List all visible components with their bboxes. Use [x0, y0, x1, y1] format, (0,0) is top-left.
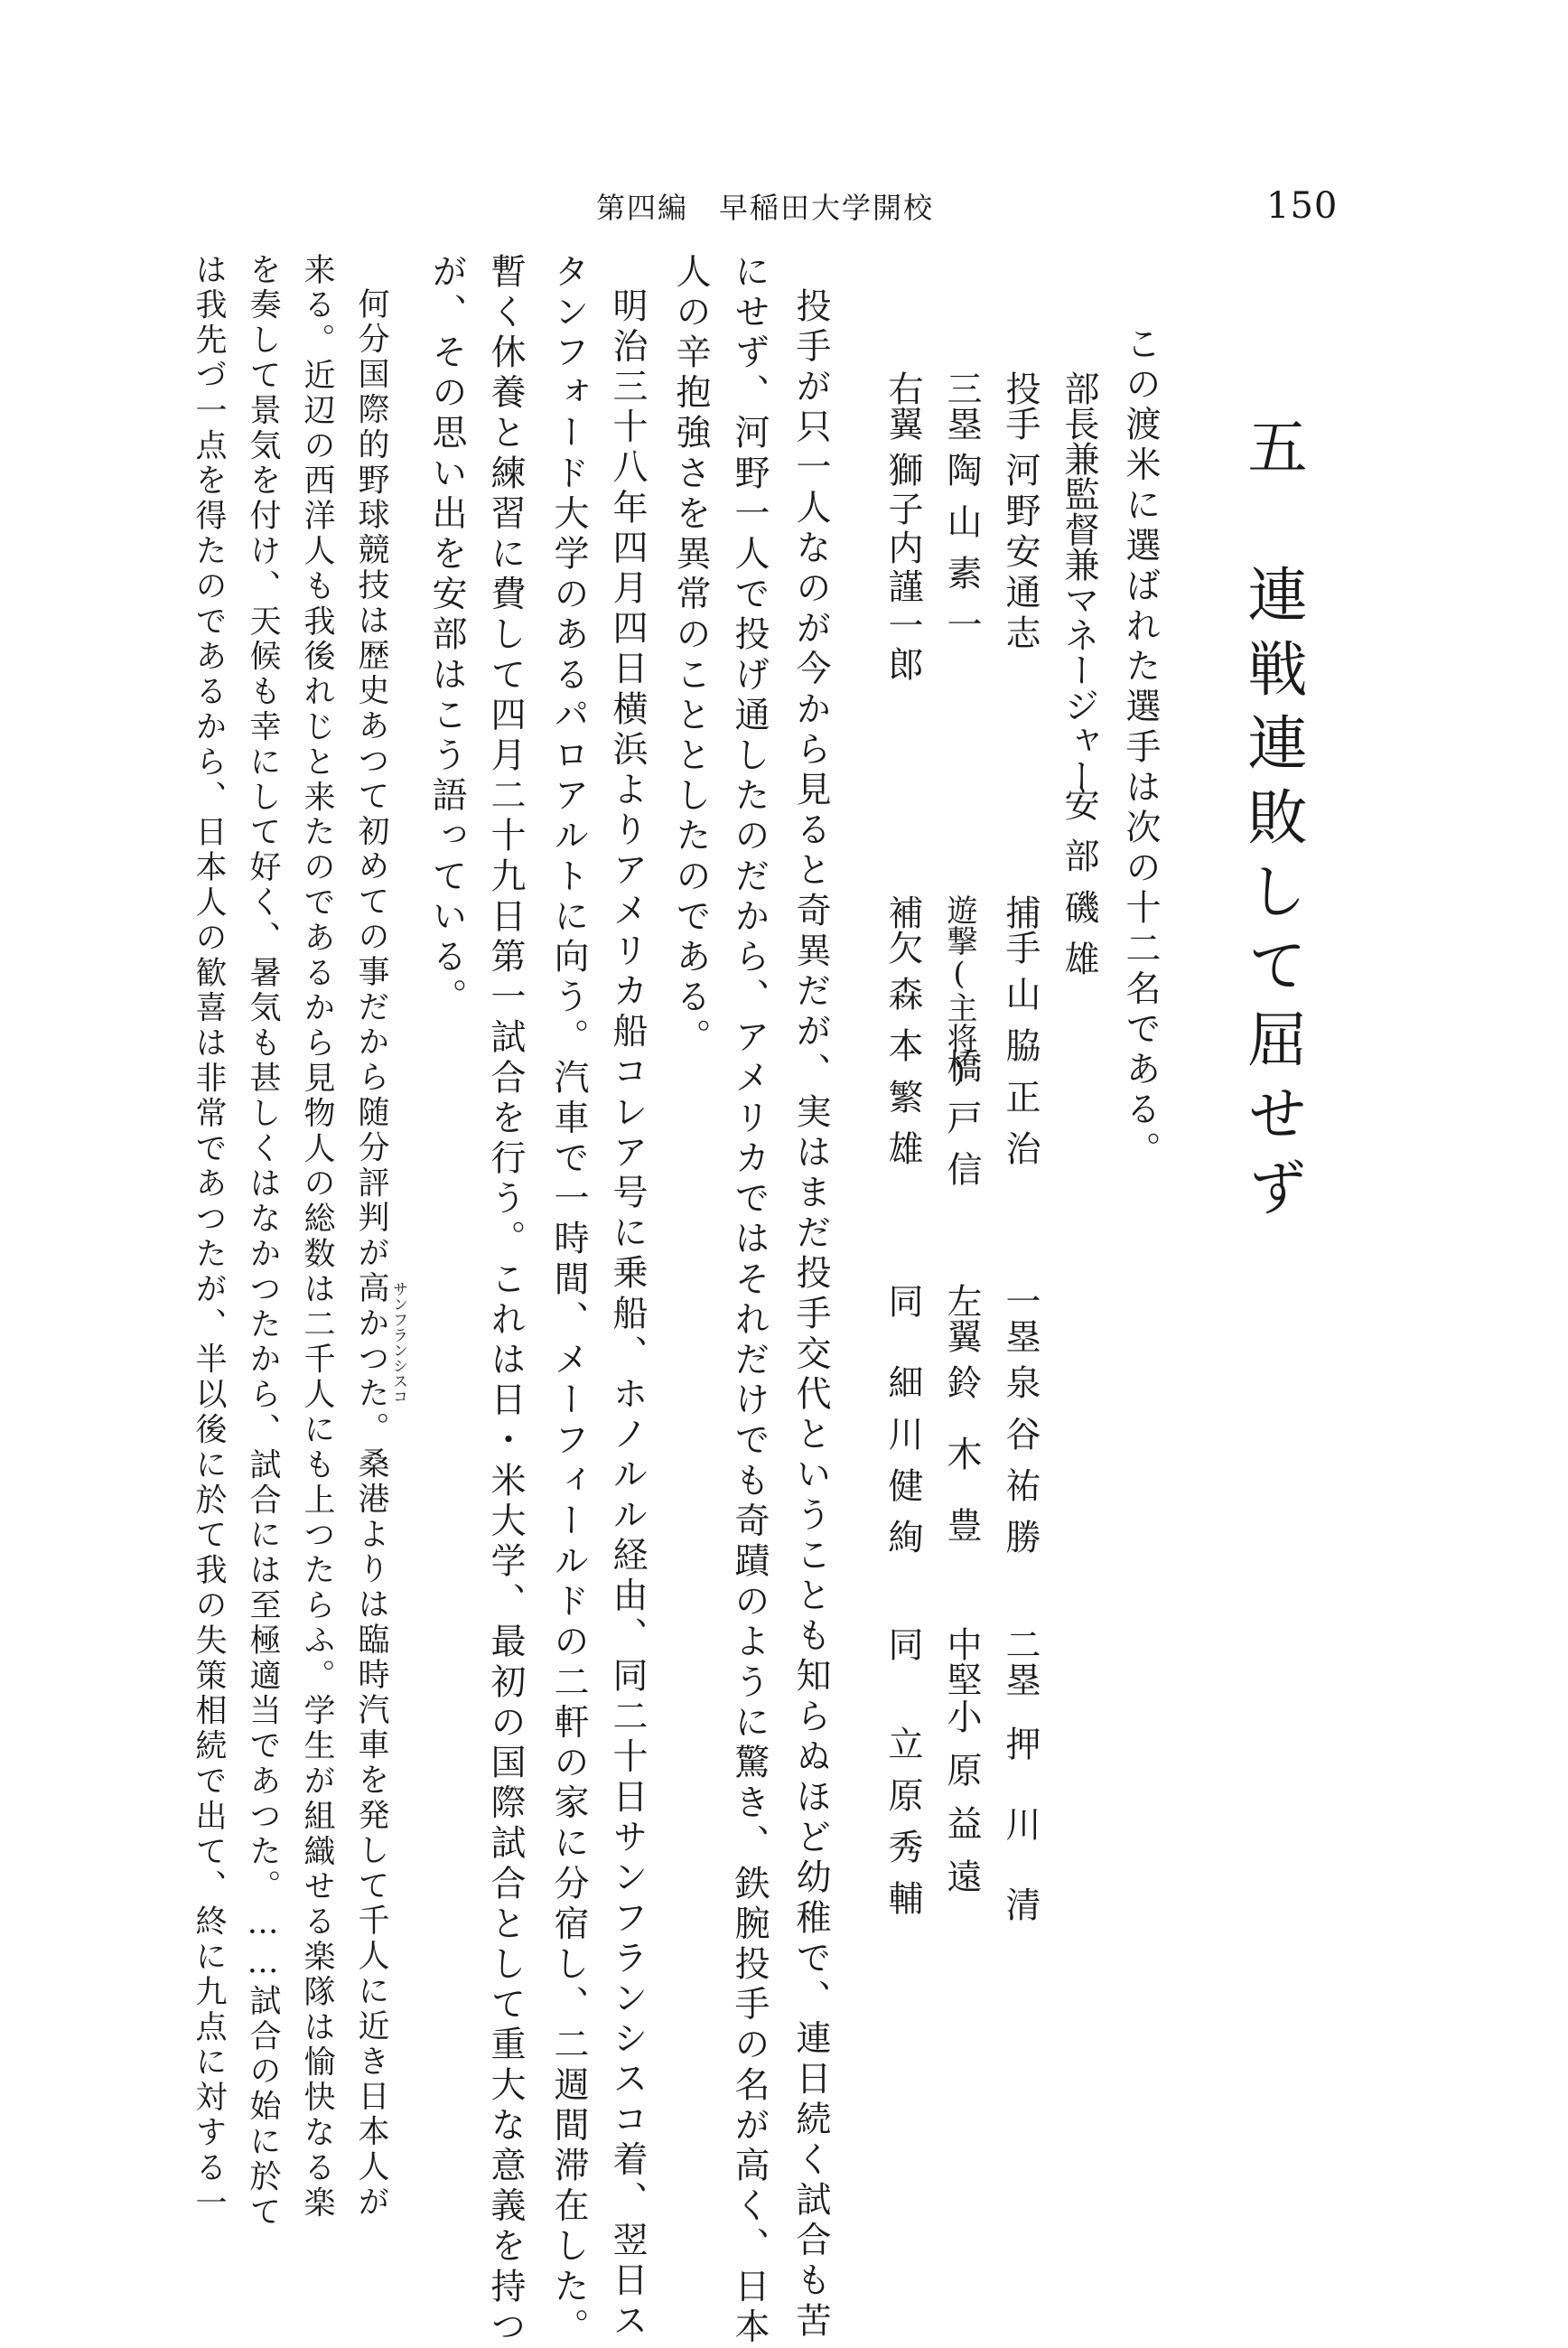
roster-role: 同 [882, 1626, 923, 1661]
roster-role: 投手 [1000, 370, 1041, 441]
roster-role: 右翼 [882, 370, 923, 441]
roster-name: 山脇正治 [1000, 976, 1041, 1182]
roster-role: 遊撃(主将) [941, 894, 977, 1090]
roster-role: 左翼 [941, 1283, 982, 1353]
body-line: 暫く休養と練習に費して四月二十九日第一試合を行う。これは日・米大学、最初の国際試合として重大な意義を持つ [485, 253, 526, 2348]
roster-name: 陶山素一 [941, 452, 982, 658]
roster-name: 河野安通志 [1000, 452, 1041, 655]
roster-name: 橋戸信 [941, 1048, 982, 1202]
section-title: 五 連戦連敗して屈せず [1237, 416, 1307, 1230]
body-line: 明治三十八年四月四日横浜よりアメリカ船コレア号に乗船、ホノルル経由、同二十日サンフランシスコ着、翌日ス [607, 287, 648, 2343]
roster-name: 押川清 [1000, 1726, 1041, 1967]
ruby-annotation: サンフランシスコ [389, 1281, 407, 1404]
roster-role: 中堅 [941, 1626, 982, 1697]
roster-role: 捕手 [1000, 894, 1041, 965]
body-line: が、その思い出を安部はこう語っている。 [426, 253, 467, 1019]
roster-name: 立原秀輔 [882, 1726, 923, 1932]
quote-line: は我先づ一点を得たのであるから、日本人の歓喜は非常であつたが、半以後に於て我の失策相続で出て、終に九点に対する一 [191, 253, 227, 2222]
roster-manager-role: 部長兼監督兼マネージャー [1059, 370, 1099, 793]
body-line: 人の辛抱強さを異常のこととしたのである。 [670, 253, 711, 1059]
quote-line: を奏して景気を付け、天候も幸にして好く、暑気も甚しくはなかつたから、試合には至極適当であつた。……試合の始に於て [245, 253, 281, 2231]
roster-name: 細川健絢 [882, 1364, 923, 1570]
running-header: 第四編 早稲田大学開校 [596, 191, 935, 225]
quote-line: 来る。近辺の西洋人も我後れじと来たのであるから見物人の総数は二千人にも上つたらふ。学生が組織せる楽隊は愉快なる楽 [299, 253, 335, 2222]
body-line: 投手が只一人なのが今から見ると奇異だが、実はまだ投手交代ということも知らぬほど幼稚で、連日続く試合も苦 [790, 287, 831, 2343]
body-line: タンフォード大学のあるパロアルトに向う。汽車で一時間、メーフィールドの二軒の家に分宿し、二週間滞在した。 [548, 253, 589, 2348]
roster-role: 補欠 [882, 894, 923, 965]
roster-manager-name: 安部磯雄 [1059, 786, 1099, 992]
roster-name: 獅子内謹一郎 [882, 452, 923, 685]
roster-role: 二塁 [1000, 1626, 1041, 1697]
body-line: にせず、河野一人で投げ通したのだから、アメリカではそれだけでも奇蹟のように驚き、鉄腕投手の名が高く、日本 [729, 253, 770, 2348]
roster-name: 小原益遠 [941, 1698, 982, 1912]
roster-name: 鈴木豊 [941, 1364, 982, 1578]
roster-name: 泉谷祐勝 [1000, 1364, 1041, 1570]
roster-role: 一塁 [1000, 1283, 1041, 1353]
roster-role: 三塁 [941, 370, 982, 441]
roster-role: 同 [882, 1283, 923, 1318]
page-number: 150 [1266, 185, 1339, 227]
quote-line: 何分国際的野球競技は歴史あつて初めての事だから随分評判が高かつた。桑港よりは臨時汽車を発して千人に近き日本人が [353, 287, 389, 2221]
intro-line: この渡米に選ばれた選手は次の十二名である。 [1120, 325, 1161, 1172]
roster-name: 森本繁雄 [882, 976, 923, 1182]
